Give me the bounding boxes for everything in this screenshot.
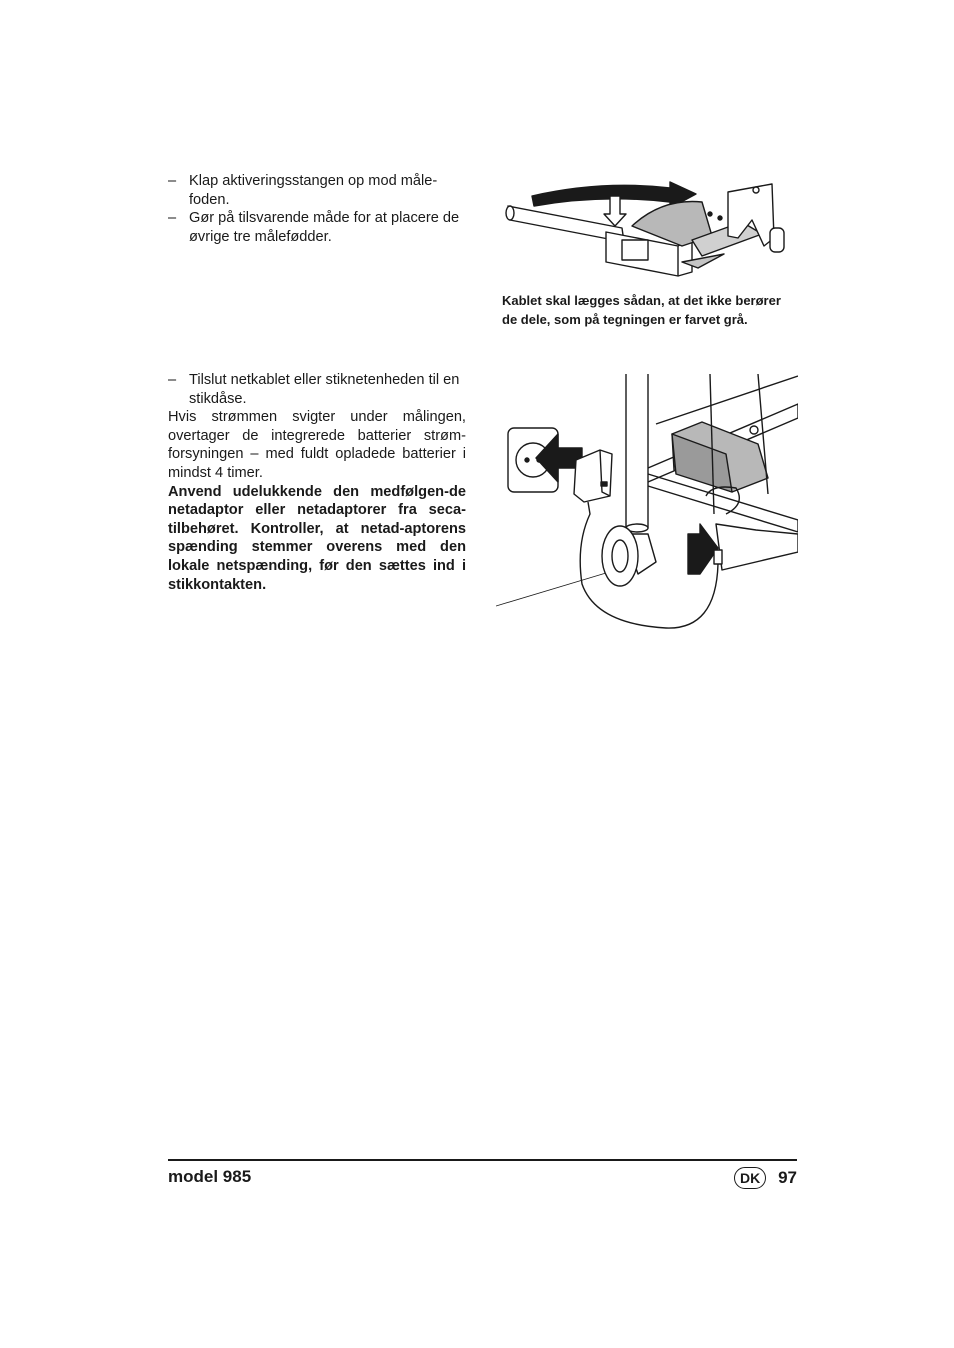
instruction-block-2	[168, 371, 466, 594]
list-item	[168, 209, 466, 246]
power-adapter-illustration	[496, 374, 798, 636]
instruction-list-1	[168, 172, 466, 246]
list-item	[168, 371, 466, 408]
bullet-text: Gør på tilsvarende måde for at placere de øvrige tre målefødder.	[189, 210, 460, 245]
page-number: 97	[778, 1168, 797, 1187]
bullet-dash: –	[168, 173, 177, 189]
adapter-warning-paragraph: Anvend udelukkende den medfølgen-de netadaptor eller netadaptorer fra seca-tilbehøret. Kontroller, at netad-aptorens spænding stemmer overens med den lokale netspænding, før den sættes ind i stikkontakten.	[168, 483, 466, 593]
page-footer-right	[734, 1167, 797, 1189]
bullet-text: Tilslut netkablet eller stiknetenheden til en stikdåse.	[189, 372, 460, 407]
model-label: model 985	[168, 1167, 252, 1186]
bullet-dash: –	[168, 372, 177, 388]
country-badge: DK	[734, 1167, 766, 1189]
footer-divider	[168, 1159, 797, 1161]
bullet-text: Klap aktiveringsstangen op mod måle-foden.	[189, 173, 438, 208]
measuring-foot-illustration	[502, 176, 802, 288]
bullet-dash: –	[168, 210, 177, 227]
power-failure-paragraph: Hvis strømmen svigter under målingen, overtager de integrerede batterier strøm-forsyningen – med fuldt opladede batterier i mindst 4 timer.	[168, 409, 466, 481]
list-item	[168, 172, 466, 209]
figure-caption: Kablet skal lægges sådan, at det ikke berører de dele, som på tegningen er farvet grå.	[502, 293, 781, 327]
